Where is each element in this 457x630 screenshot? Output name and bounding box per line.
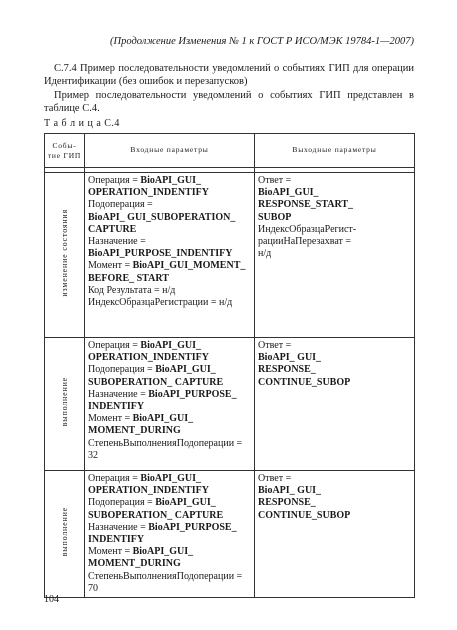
event-cell bbox=[45, 338, 85, 471]
table-row bbox=[45, 173, 415, 338]
output-cell bbox=[255, 471, 415, 598]
param-text: 70 bbox=[88, 582, 98, 594]
param-text: Момент = bbox=[88, 546, 133, 558]
param-value: OPERATION_INDENTIFY bbox=[88, 352, 209, 364]
param-line bbox=[258, 485, 411, 497]
param-line bbox=[88, 248, 251, 260]
param-line bbox=[258, 212, 411, 224]
param-value: CONTINUE_SUBOP bbox=[258, 376, 351, 388]
param-value: BioAPI_GUI_ bbox=[140, 340, 201, 351]
param-line bbox=[88, 212, 251, 224]
param-line bbox=[88, 273, 251, 285]
param-value: BioAPI_GUI_ bbox=[258, 187, 319, 199]
param-value: SUBOP bbox=[258, 211, 292, 223]
param-line bbox=[88, 260, 251, 272]
param-line bbox=[88, 583, 251, 595]
param-text: Подоперация = bbox=[88, 199, 153, 211]
param-value: BioAPI_ GUI_ bbox=[258, 485, 322, 497]
param-line bbox=[88, 389, 251, 401]
param-line bbox=[88, 450, 251, 462]
param-line bbox=[258, 248, 411, 260]
table-row bbox=[45, 338, 415, 471]
paragraph-example: Пример последовательности уведомлений о событиях ГИП представлен в таблице С.4. bbox=[44, 90, 414, 114]
param-value: BioAPI_PURPOSE_ bbox=[148, 521, 237, 533]
param-line bbox=[88, 224, 251, 236]
param-line bbox=[88, 534, 251, 546]
param-line bbox=[88, 175, 251, 187]
param-line bbox=[88, 558, 251, 570]
param-text: Назначение = bbox=[88, 521, 149, 533]
param-line bbox=[258, 473, 411, 485]
param-value: CONTINUE_SUBOP bbox=[258, 509, 351, 521]
param-value: SUBOPERATION_ CAPTURE bbox=[88, 509, 224, 521]
param-value: BioAPI_GUI_ bbox=[140, 473, 201, 484]
param-text: Назначение = bbox=[88, 236, 146, 248]
param-value: BEFORE_ START bbox=[88, 272, 169, 284]
header-output-params: Выходные параметры bbox=[255, 134, 415, 168]
param-text: Операция = bbox=[88, 340, 141, 351]
param-line bbox=[88, 497, 251, 509]
param-line bbox=[88, 546, 251, 558]
param-line bbox=[258, 224, 411, 236]
header-event: Собы- тие ГИП bbox=[45, 134, 85, 168]
param-line bbox=[88, 438, 251, 450]
param-value: INDENTIFY bbox=[88, 401, 145, 413]
param-text: Назначение = bbox=[88, 388, 149, 400]
param-line bbox=[88, 352, 251, 364]
param-text: 32 bbox=[88, 449, 98, 461]
param-value: BioAPI_GUI_ bbox=[155, 364, 216, 376]
running-header: (Продолжение Изменения № 1 к ГОСТ Р ИСО/МЭК 19784-1—2007) bbox=[110, 36, 414, 47]
param-value: BioAPI_GUI_ bbox=[155, 497, 216, 509]
table-row bbox=[45, 471, 415, 598]
param-value: BioAPI_ GUI_ bbox=[258, 352, 322, 364]
param-line bbox=[88, 377, 251, 389]
param-value: RESPONSE_START_ bbox=[258, 199, 354, 211]
param-value: BioAPI_GUI_MOMENT_ bbox=[132, 260, 246, 272]
param-text: ИндексОбразцаРегист- bbox=[258, 223, 357, 235]
table-header-row bbox=[45, 134, 415, 168]
param-value: MOMENT_DURING bbox=[88, 558, 181, 570]
param-line bbox=[88, 297, 251, 309]
param-line bbox=[88, 522, 251, 534]
param-text: н/д bbox=[258, 248, 272, 260]
param-line bbox=[258, 187, 411, 199]
param-line bbox=[88, 485, 251, 497]
param-text: рацииНаПерезахват = bbox=[258, 236, 352, 248]
param-value: MOMENT_DURING bbox=[88, 425, 181, 437]
param-line bbox=[258, 510, 411, 522]
event-cell bbox=[45, 471, 85, 598]
param-text: Операция = bbox=[88, 473, 141, 484]
param-value: OPERATION_INDENTIFY bbox=[88, 187, 209, 199]
output-cell bbox=[255, 338, 415, 471]
param-line bbox=[88, 236, 251, 248]
param-line bbox=[258, 175, 411, 187]
param-text: ИндексОбразцаРегистрации = н/д bbox=[88, 297, 233, 309]
param-line bbox=[258, 340, 411, 352]
param-line bbox=[258, 199, 411, 211]
param-text: Ответ = bbox=[258, 340, 292, 351]
param-line bbox=[88, 199, 251, 211]
param-text: Ответ = bbox=[258, 473, 292, 484]
param-value: INDENTIFY bbox=[88, 534, 145, 546]
param-text: СтепеньВыполненияПодоперации = bbox=[88, 570, 243, 582]
param-text: Ответ = bbox=[258, 175, 292, 186]
param-line bbox=[88, 413, 251, 425]
param-text: Момент = bbox=[88, 413, 133, 425]
param-value: BioAPI_GUI_ bbox=[132, 546, 194, 558]
param-text: Операция = bbox=[88, 175, 141, 186]
event-label: выполнение bbox=[59, 507, 69, 557]
param-value: RESPONSE_ bbox=[258, 497, 316, 509]
param-line bbox=[88, 187, 251, 199]
paragraph-c74: С.7.4 Пример последовательности уведомлений о событиях ГИП для операции Идентификации (без ошибок и перезапусков) bbox=[44, 63, 414, 87]
param-line bbox=[258, 364, 411, 376]
param-line bbox=[88, 510, 251, 522]
param-value: CAPTURE bbox=[88, 223, 137, 235]
input-cell bbox=[85, 471, 255, 598]
param-line bbox=[88, 401, 251, 413]
param-value: BioAPI_GUI_ bbox=[132, 413, 194, 425]
param-value: RESPONSE_ bbox=[258, 364, 316, 376]
table-caption: Т а б л и ц а С.4 bbox=[44, 118, 120, 129]
param-line bbox=[258, 497, 411, 509]
param-line bbox=[88, 285, 251, 297]
param-line bbox=[258, 377, 411, 389]
header-input-params: Входные параметры bbox=[85, 134, 255, 168]
param-text: Момент = bbox=[88, 260, 133, 272]
event-cell bbox=[45, 173, 85, 338]
param-line bbox=[88, 340, 251, 352]
input-cell bbox=[85, 338, 255, 471]
param-line bbox=[88, 473, 251, 485]
param-value: BioAPI_GUI_ bbox=[140, 175, 201, 186]
param-text: Подоперация = bbox=[88, 364, 156, 376]
input-cell bbox=[85, 173, 255, 338]
param-text: СтепеньВыполненияПодоперации = bbox=[88, 437, 243, 449]
param-line bbox=[88, 364, 251, 376]
param-value: BioAPI_PURPOSE_INDENTIFY bbox=[88, 248, 233, 260]
param-text: Код Результата = н/д bbox=[88, 284, 176, 296]
param-line bbox=[258, 352, 411, 364]
param-value: BioAPI_ GUI_SUBOPERATION_ bbox=[88, 211, 236, 223]
param-line bbox=[88, 571, 251, 583]
event-label: изменение состояния bbox=[59, 209, 69, 297]
page-number: 104 bbox=[44, 594, 59, 605]
param-value: OPERATION_INDENTIFY bbox=[88, 485, 209, 497]
event-label: выполнение bbox=[59, 377, 69, 427]
gui-events-table bbox=[44, 133, 415, 598]
param-value: BioAPI_PURPOSE_ bbox=[148, 388, 237, 400]
param-line bbox=[88, 425, 251, 437]
param-text: Подоперация = bbox=[88, 497, 156, 509]
output-cell bbox=[255, 173, 415, 338]
param-value: SUBOPERATION_ CAPTURE bbox=[88, 376, 224, 388]
param-line bbox=[258, 236, 411, 248]
